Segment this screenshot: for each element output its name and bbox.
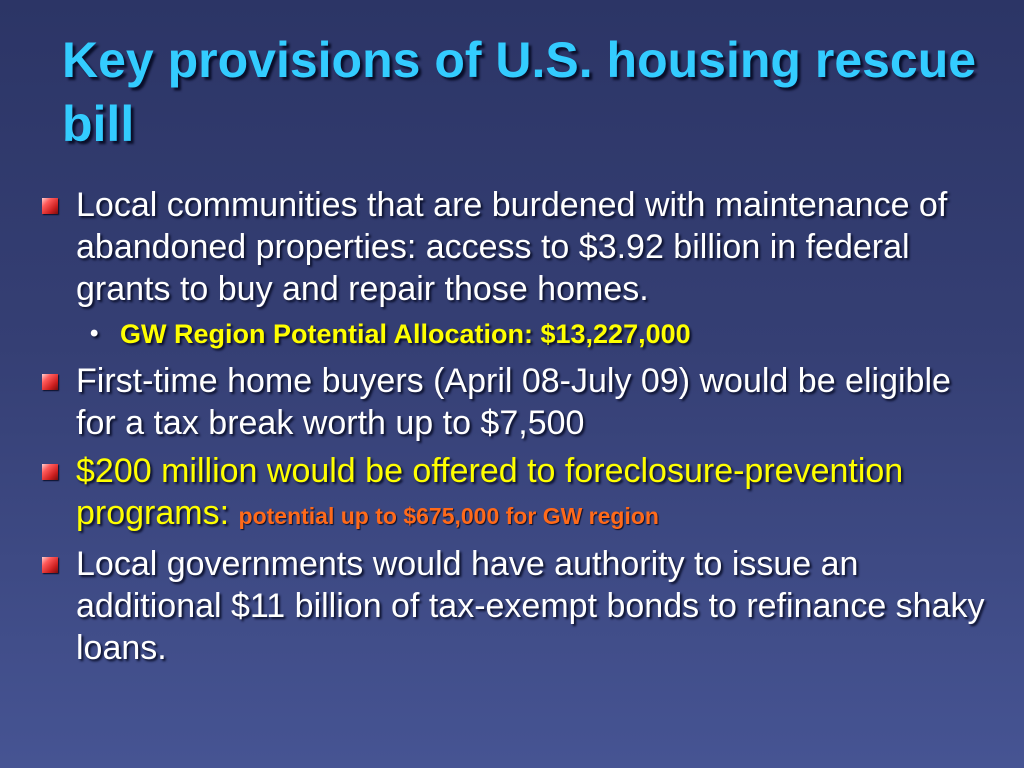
bullet-item-tax-exempt-bonds bbox=[40, 543, 1000, 669]
bullet-list bbox=[40, 184, 1000, 675]
red-square-bullet-icon bbox=[42, 557, 58, 573]
slide-title: Key provisions of U.S. housing rescue bill bbox=[62, 32, 977, 152]
bullet-item-abandoned-properties bbox=[40, 184, 1000, 310]
sub-bullet-gw-allocation bbox=[40, 316, 1000, 352]
bullet-text: First-time home buyers (April 08-July 09) would be eligible for a tax break worth up to $7,500 bbox=[76, 362, 951, 442]
bullet-text: Local communities that are burdened with maintenance of abandoned properties: access to $3.92 billion in federal grants to buy and repair those homes. bbox=[76, 186, 948, 308]
bullet-text: Local governments would have authority to issue an additional $11 billion of tax-exempt bonds to refinance shaky loans. bbox=[76, 545, 985, 667]
red-square-bullet-icon bbox=[42, 464, 58, 480]
bullet-item-foreclosure-prevention bbox=[40, 450, 1000, 537]
dot-bullet-icon: • bbox=[90, 320, 99, 347]
red-square-bullet-icon bbox=[42, 198, 58, 214]
bullet-text: $200 million would be offered to foreclosure-prevention programs: bbox=[76, 452, 904, 532]
bullet-item-first-time-buyers bbox=[40, 360, 1000, 444]
red-square-bullet-icon bbox=[42, 374, 58, 390]
gw-region-note: potential up to $675,000 for GW region bbox=[238, 503, 659, 529]
sub-bullet-text: GW Region Potential Allocation: $13,227,000 bbox=[120, 319, 691, 349]
